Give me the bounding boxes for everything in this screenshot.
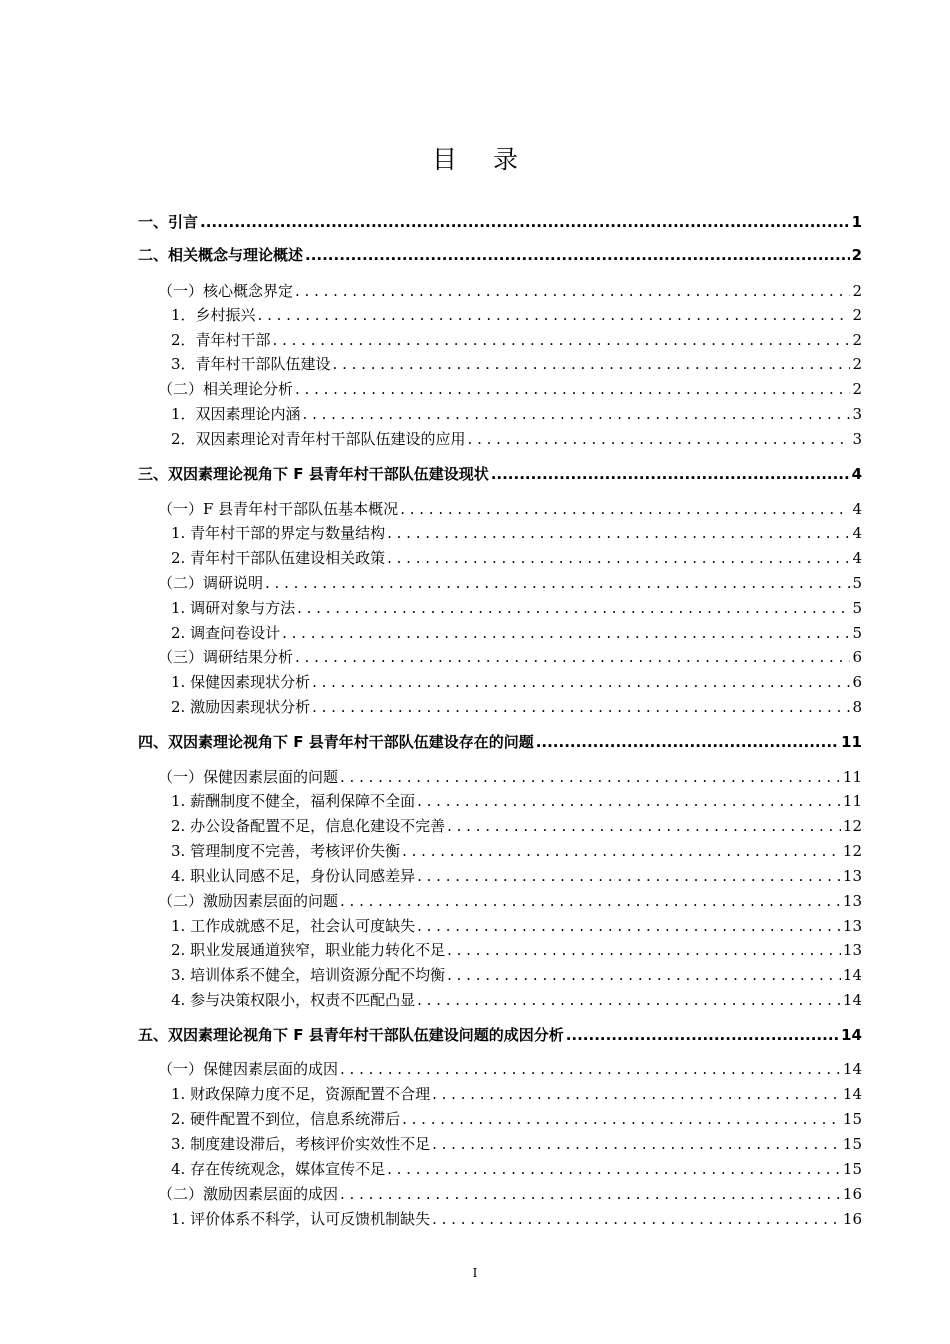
toc-entry-page: 15 <box>842 1110 862 1128</box>
toc-entry-page: 16 <box>842 1185 862 1203</box>
toc-entry-label: 三、双因素理论视角下 F 县青年村干部队伍建设现状 <box>138 465 489 483</box>
toc-entry-level-3[interactable] <box>138 305 862 325</box>
toc-entry-level-3[interactable] <box>138 791 862 811</box>
toc-leader-dots <box>432 1084 841 1104</box>
toc-entry-label: （一）核心概念界定 <box>158 282 294 300</box>
toc-entry-page: 14 <box>842 966 862 984</box>
toc-entry-page: 3 <box>852 430 862 448</box>
toc-entry-level-1[interactable] <box>138 464 862 484</box>
toc-entry-page: 12 <box>842 817 862 835</box>
toc-entry-label: （二）激励因素层面的成因 <box>158 1185 339 1203</box>
toc-leader-dots <box>417 916 841 936</box>
toc-entry-label: 1. 工作成就感不足，社会认可度缺失 <box>171 917 416 935</box>
toc-entry-level-3[interactable] <box>138 598 862 618</box>
toc-entry-page: 1 <box>851 213 862 231</box>
toc-entry-level-1[interactable] <box>138 212 862 232</box>
toc-entry-label: （一）保健因素层面的问题 <box>158 768 339 786</box>
toc-entry-page: 14 <box>841 1026 862 1044</box>
toc-leader-dots <box>402 1109 841 1129</box>
toc-entry-level-3[interactable] <box>138 523 862 543</box>
toc-entry-page: 12 <box>842 842 862 860</box>
toc-entry-label: 2. 办公设备配置不足，信息化建设不完善 <box>171 817 446 835</box>
toc-leader-dots <box>387 523 850 543</box>
toc-entry-level-3[interactable] <box>138 1209 862 1229</box>
toc-entry-page: 4 <box>852 500 862 518</box>
toc-entry-label: （二）调研说明 <box>158 574 264 592</box>
toc-entry-page: 13 <box>842 892 862 910</box>
toc-entry-page: 4 <box>852 549 862 567</box>
toc-entry-label: 4. 存在传统观念，媒体宣传不足 <box>171 1160 386 1178</box>
toc-leader-dots <box>536 732 839 752</box>
toc-entry-label: （二）激励因素层面的问题 <box>158 892 339 910</box>
toc-leader-dots <box>297 598 850 618</box>
toc-entry-label: 二、相关概念与理论概述 <box>138 246 304 264</box>
toc-entry-level-3[interactable] <box>138 623 862 643</box>
toc-leader-dots <box>295 281 850 301</box>
toc-entry-label: 2. 调查问卷设计 <box>171 624 281 642</box>
toc-leader-dots <box>417 791 841 811</box>
toc-leader-dots <box>333 354 851 374</box>
toc-entry-page: 13 <box>842 941 862 959</box>
toc-leader-dots <box>432 1134 841 1154</box>
toc-leader-dots <box>387 1159 841 1179</box>
toc-entry-label: （一）F 县青年村干部队伍基本概况 <box>158 500 399 518</box>
toc-entry-page: 11 <box>842 768 862 786</box>
toc-entry-label: 五、双因素理论视角下 F 县青年村干部队伍建设问题的成因分析 <box>138 1026 564 1044</box>
toc-entry-level-2[interactable] <box>138 281 862 301</box>
page-number-footer: I <box>472 1266 478 1280</box>
toc-entry-level-3[interactable] <box>138 429 862 449</box>
toc-entry-level-3[interactable] <box>138 990 862 1010</box>
toc-entry-level-2[interactable] <box>138 1059 862 1079</box>
toc-entry-page: 8 <box>852 698 862 716</box>
toc-leader-dots <box>447 940 841 960</box>
toc-entry-page: 2 <box>851 246 862 264</box>
toc-entry-label: 1. 薪酬制度不健全，福利保障不全面 <box>171 792 416 810</box>
toc-leader-dots <box>400 499 850 519</box>
toc-entry-level-3[interactable] <box>138 1159 862 1179</box>
toc-entry-level-2[interactable] <box>138 891 862 911</box>
toc-entry-page: 4 <box>852 524 862 542</box>
toc-entry-label: （二）相关理论分析 <box>158 380 294 398</box>
toc-entry-level-3[interactable] <box>138 404 862 424</box>
toc-entry-label: 2. 职业发展通道狭窄，职业能力转化不足 <box>171 941 446 959</box>
toc-entry-level-2[interactable] <box>138 573 862 593</box>
toc-leader-dots <box>447 816 841 836</box>
toc-entry-label: 1. 青年村干部的界定与数量结构 <box>171 524 386 542</box>
toc-leader-dots <box>312 672 850 692</box>
toc-entry-level-3[interactable] <box>138 1109 862 1129</box>
toc-entry-level-2[interactable] <box>138 499 862 519</box>
toc-entry-label: 2．双因素理论对青年村干部队伍建设的应用 <box>171 430 466 448</box>
toc-entry-label: 2．青年村干部 <box>171 331 271 349</box>
toc-entry-page: 15 <box>842 1160 862 1178</box>
toc-entry-level-3[interactable] <box>138 816 862 836</box>
toc-entry-level-2[interactable] <box>138 767 862 787</box>
toc-entry-level-3[interactable] <box>138 1134 862 1154</box>
toc-entry-label: 4. 参与决策权限小，权责不匹配凸显 <box>171 991 416 1009</box>
toc-leader-dots <box>340 891 841 911</box>
toc-entry-page: 14 <box>842 1085 862 1103</box>
toc-entry-page: 15 <box>842 1135 862 1153</box>
toc-entry-level-3[interactable] <box>138 672 862 692</box>
toc-entry-label: 一、引言 <box>138 213 199 231</box>
toc-entry-page: 14 <box>842 991 862 1009</box>
toc-leader-dots <box>417 866 841 886</box>
toc-entry-level-3[interactable] <box>138 965 862 985</box>
toc-entry-page: 6 <box>852 673 862 691</box>
toc-entry-level-3[interactable] <box>138 354 862 374</box>
toc-entry-level-3[interactable] <box>138 1084 862 1104</box>
toc-leader-dots <box>566 1025 839 1045</box>
toc-entry-page: 13 <box>842 867 862 885</box>
toc-entry-page: 5 <box>852 599 862 617</box>
toc-entry-page: 11 <box>842 792 862 810</box>
toc-entry-page: 5 <box>852 624 862 642</box>
toc-leader-dots <box>258 305 851 325</box>
toc-leader-dots <box>273 330 851 350</box>
toc-entry-label: 四、双因素理论视角下 F 县青年村干部队伍建设存在的问题 <box>138 733 534 751</box>
toc-entry-page: 2 <box>852 331 862 349</box>
toc-leader-dots <box>447 965 841 985</box>
toc-entry-page: 14 <box>842 1060 862 1078</box>
toc-leader-dots <box>282 623 850 643</box>
toc-entry-label: 3．青年村干部队伍建设 <box>171 355 331 373</box>
toc-leader-dots <box>295 647 850 667</box>
toc-leader-dots <box>417 990 841 1010</box>
toc-leader-dots <box>340 1059 841 1079</box>
toc-entry-label: 1. 保健因素现状分析 <box>171 673 311 691</box>
toc-entry-label: 3. 制度建设滞后，考核评价实效性不足 <box>171 1135 431 1153</box>
toc-entry-level-1[interactable] <box>138 1025 862 1045</box>
toc-entry-level-3[interactable] <box>138 940 862 960</box>
toc-entry-level-3[interactable] <box>138 330 862 350</box>
toc-entry-level-3[interactable] <box>138 916 862 936</box>
toc-leader-dots <box>432 1209 841 1229</box>
toc-entry-label: 3. 管理制度不完善，考核评价失衡 <box>171 842 401 860</box>
toc-leader-dots <box>312 697 850 717</box>
toc-leader-dots <box>468 429 851 449</box>
toc-entry-page: 2 <box>852 355 862 373</box>
toc-leader-dots <box>340 767 841 787</box>
toc-entry-label: 3. 培训体系不健全，培训资源分配不均衡 <box>171 966 446 984</box>
toc-entry-page: 13 <box>842 917 862 935</box>
toc-entry-page: 6 <box>852 648 862 666</box>
toc-leader-dots <box>387 548 850 568</box>
toc-entry-level-2[interactable] <box>138 1184 862 1204</box>
toc-entry-level-3[interactable] <box>138 697 862 717</box>
toc-entry-page: 11 <box>841 733 862 751</box>
toc-entry-page: 2 <box>852 306 862 324</box>
toc-entry-level-3[interactable] <box>138 866 862 886</box>
toc-entry-label: （三）调研结果分析 <box>158 648 294 666</box>
toc-entry-label: 1. 评价体系不科学，认可反馈机制缺失 <box>171 1210 431 1228</box>
toc-entry-level-3[interactable] <box>138 548 862 568</box>
toc-entry-label: 2. 硬件配置不到位，信息系统滞后 <box>171 1110 401 1128</box>
toc-leader-dots <box>491 464 850 484</box>
toc-entry-level-3[interactable] <box>138 841 862 861</box>
toc-leader-dots <box>295 379 850 399</box>
toc-leader-dots <box>402 841 841 861</box>
toc-entry-page: 2 <box>852 282 862 300</box>
toc-entry-label: 2. 激励因素现状分析 <box>171 698 311 716</box>
toc-entry-label: 1．双因素理论内涵 <box>171 405 301 423</box>
toc-entry-level-1[interactable] <box>138 245 862 265</box>
toc-entry-label: 1. 调研对象与方法 <box>171 599 296 617</box>
toc-entry-label: 1．乡村振兴 <box>171 306 256 324</box>
toc-entry-label: 1. 财政保障力度不足，资源配置不合理 <box>171 1085 431 1103</box>
toc-leader-dots <box>200 212 850 232</box>
toc-entry-level-2[interactable] <box>138 647 862 667</box>
toc-leader-dots <box>340 1184 841 1204</box>
toc-entry-level-1[interactable] <box>138 732 862 752</box>
toc-entry-level-2[interactable] <box>138 379 862 399</box>
toc-entry-page: 2 <box>852 380 862 398</box>
toc-entry-label: 2. 青年村干部队伍建设相关政策 <box>171 549 386 567</box>
toc-leader-dots <box>265 573 850 593</box>
toc-leader-dots <box>305 245 850 265</box>
toc-leader-dots <box>303 404 851 424</box>
toc-entry-page: 4 <box>851 465 862 483</box>
toc-entry-label: （一）保健因素层面的成因 <box>158 1060 339 1078</box>
toc-entry-label: 4. 职业认同感不足，身份认同感差异 <box>171 867 416 885</box>
toc-entry-page: 3 <box>852 405 862 423</box>
toc-entry-page: 5 <box>852 574 862 592</box>
page-title: 目 录 <box>432 145 532 174</box>
toc-entry-page: 16 <box>842 1210 862 1228</box>
